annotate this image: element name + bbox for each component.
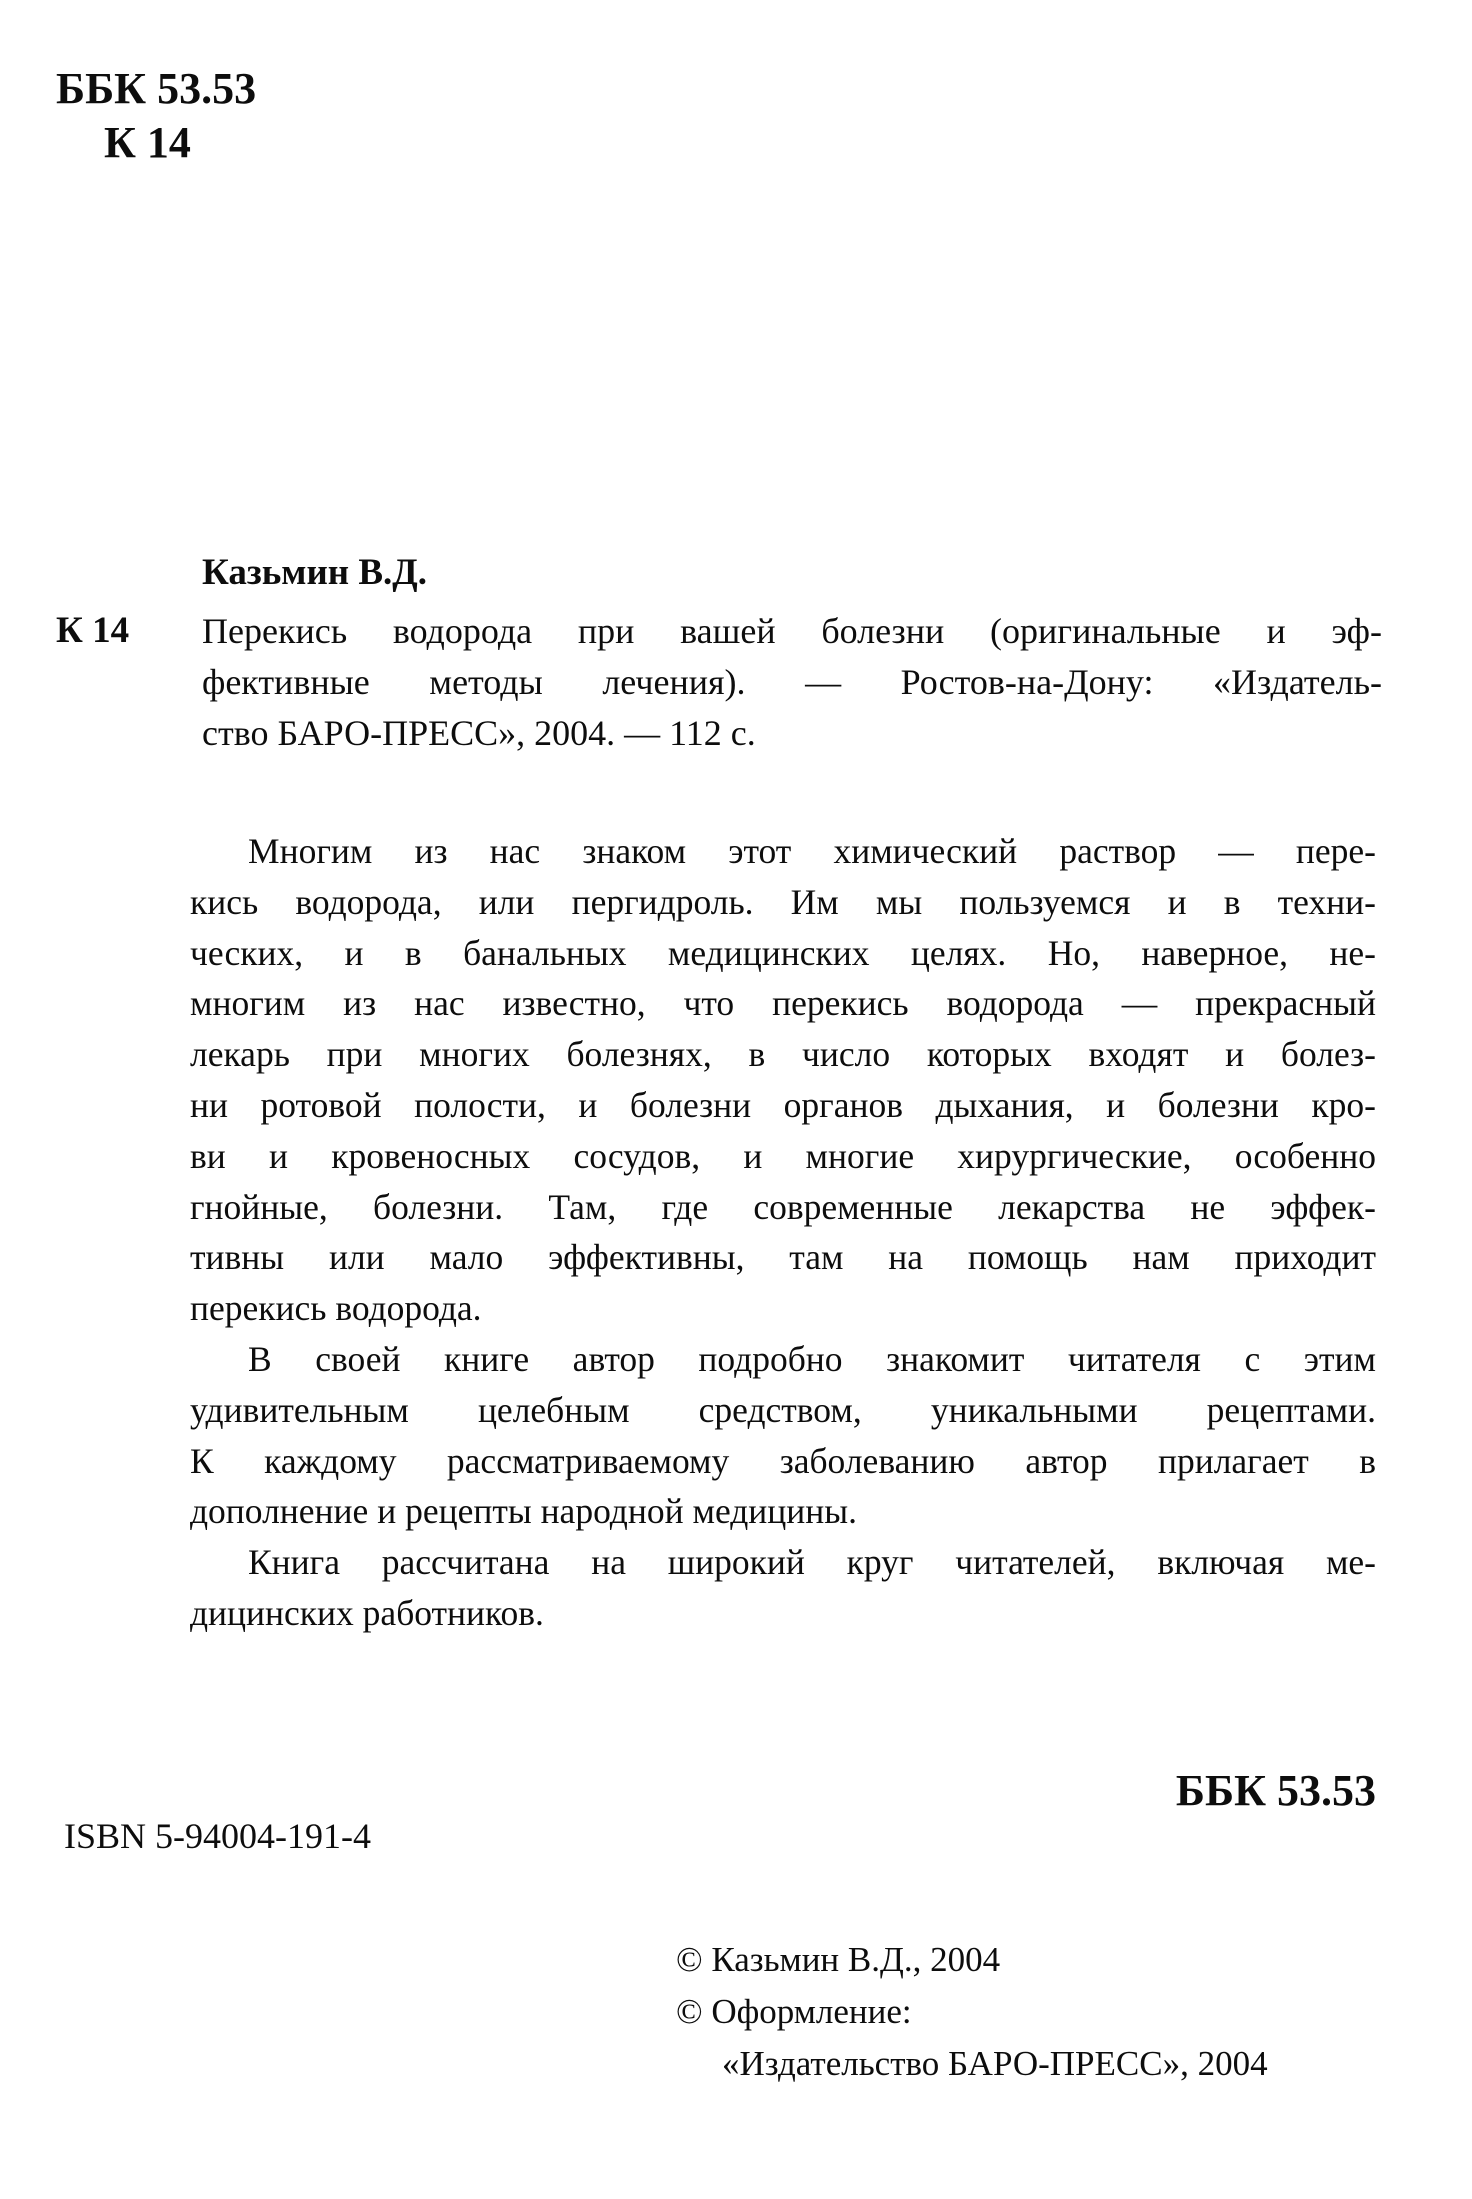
- bbk-index: ББК 53.53: [56, 64, 257, 113]
- annotation-line: В своей книге автор подробно знакомит читателя с этим: [248, 1338, 1376, 1379]
- bbk-header: [56, 62, 256, 170]
- annotation-line: удивительным целебным средством, уникальными рецептами.: [190, 1389, 1376, 1430]
- bbk-footer: ББК 53.53: [1175, 1766, 1376, 1815]
- author-code: К 14: [104, 118, 191, 167]
- catalog-record: [202, 606, 1382, 759]
- annotation-line: перекись водорода.: [190, 1288, 482, 1329]
- annotation-paragraph: [190, 1537, 1376, 1639]
- annotation-line: гнойные, болезни. Там, где современные лекарства не эффек-: [190, 1186, 1376, 1227]
- copyright-block: [676, 1934, 1268, 2090]
- annotation-line: Многим из нас знаком этот химический раствор — пере-: [248, 831, 1376, 871]
- annotation-line: тивны или мало эффективны, там на помощь нам приходит: [190, 1237, 1376, 1278]
- annotation-line: К каждому рассматриваемому заболеванию автор прилагает в: [190, 1440, 1376, 1481]
- copyright-line: © Казьмин В.Д., 2004: [676, 1940, 1001, 1979]
- catalog-record-line: Перекись водорода при вашей болезни (оригинальные и эф-: [202, 611, 1382, 651]
- annotation: [190, 826, 1376, 1639]
- annotation-line: ческих, и в банальных медицинских целях. Но, наверное, не-: [190, 932, 1376, 973]
- copyright-line: © Оформление:: [676, 1992, 912, 2031]
- copyright-line: «Издательство БАРО-ПРЕСС», 2004: [722, 2044, 1268, 2083]
- annotation-paragraph: [190, 1334, 1376, 1537]
- annotation-line: ви и кровеносных сосудов, и многие хирургические, особенно: [190, 1135, 1376, 1176]
- annotation-line: многим из нас известно, что перекись водорода — прекрасный: [190, 983, 1376, 1024]
- annotation-line: дополнение и рецепты народной медицины.: [190, 1491, 858, 1532]
- catalog-author: Казьмин В.Д.: [202, 552, 427, 593]
- annotation-line: кись водорода, или пергидроль. Им мы пользуемся и в техни-: [190, 881, 1376, 922]
- isbn: ISBN 5-94004-191-4: [64, 1816, 371, 1856]
- catalog-record-line: ство БАРО-ПРЕСС», 2004. — 112 с.: [202, 713, 756, 753]
- annotation-line: лекарь при многих болезнях, в число которых входят и болез-: [190, 1034, 1376, 1075]
- annotation-line: Книга рассчитана на широкий круг читателей, включая ме-: [248, 1542, 1376, 1583]
- annotation-paragraph: [190, 826, 1376, 1334]
- catalog-author-code: К 14: [56, 610, 130, 651]
- catalog-record-line: фективные методы лечения). — Ростов-на-Дону: «Издатель-: [202, 662, 1382, 702]
- annotation-line: ни ротовой полости, и болезни органов дыхания, и болезни кро-: [190, 1084, 1376, 1125]
- annotation-line: дицинских работников.: [190, 1592, 544, 1633]
